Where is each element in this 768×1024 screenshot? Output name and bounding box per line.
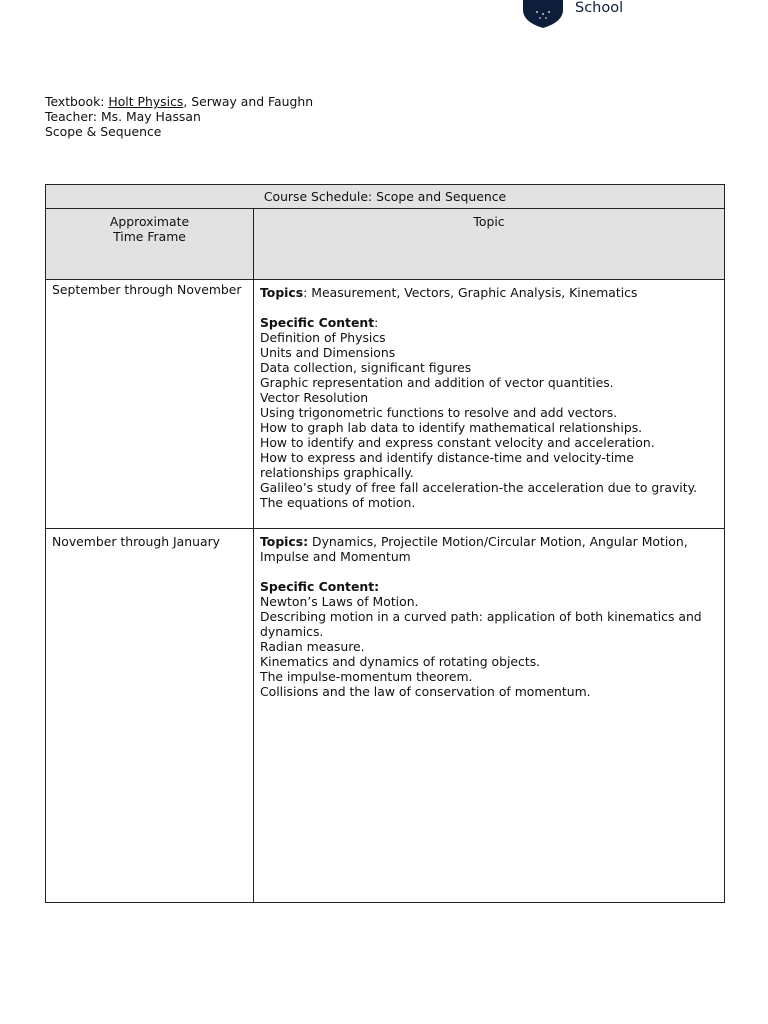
list-item: Definition of Physics <box>260 330 386 345</box>
list-item: How to identify and express constant velocity and acceleration. <box>260 435 655 450</box>
time-frame-header-line-1: Approximate <box>109 214 190 229</box>
list-item: The equations of motion. <box>260 495 416 510</box>
course-schedule-table <box>45 184 725 903</box>
topics-label: Topics: <box>260 534 309 549</box>
topic-cell <box>254 529 725 903</box>
list-item: Newton’s Laws of Motion. <box>260 594 419 609</box>
logo-wordmark <box>575 0 668 16</box>
time-frame-cell: September through November <box>46 280 254 529</box>
topics-label: Topics <box>260 285 304 300</box>
topics-text: Dynamics, Projectile Motion/Circular Motion, Angular Motion, <box>308 534 688 549</box>
teacher-line: Teacher: Ms. May Hassan <box>45 109 201 124</box>
logo-line-2: School <box>575 0 624 16</box>
shield-crest-icon <box>520 0 566 28</box>
textbook-title: Holt Physics <box>108 94 184 109</box>
list-item: How to graph lab data to identify mathematical relationships. <box>260 420 643 435</box>
list-item: Kinematics and dynamics of rotating objects. <box>260 654 541 669</box>
topics-line-continued: Impulse and Momentum <box>260 549 411 564</box>
list-item: The impulse-momentum theorem. <box>260 669 473 684</box>
document-header <box>45 94 313 139</box>
specific-content-heading: Specific Content: <box>260 315 379 330</box>
list-item: Data collection, significant figures <box>260 360 472 375</box>
list-item: Units and Dimensions <box>260 345 396 360</box>
list-item: Using trigonometric functions to resolve and add vectors. <box>260 405 618 420</box>
list-item: Vector Resolution <box>260 390 369 405</box>
topics-line <box>260 534 718 549</box>
list-item: How to express and identify distance-time and velocity-time <box>260 450 634 465</box>
column-header-topic: Topic <box>254 209 725 280</box>
list-item: Describing motion in a curved path: application of both kinematics and <box>260 609 702 624</box>
topics-line: Topics: Measurement, Vectors, Graphic Analysis, Kinematics <box>260 285 638 300</box>
list-item: Graphic representation and addition of vector quantities. <box>260 375 614 390</box>
list-item: dynamics. <box>260 624 324 639</box>
textbook-line <box>45 94 313 109</box>
list-item: Radian measure. <box>260 639 365 654</box>
column-header-time-frame <box>46 209 254 280</box>
list-item: Collisions and the law of conservation of momentum. <box>260 684 591 699</box>
list-item: relationships graphically. <box>260 465 414 480</box>
topic-cell <box>254 280 725 529</box>
table-title: Course Schedule: Scope and Sequence <box>46 185 725 209</box>
textbook-label: Textbook: <box>45 94 109 109</box>
list-item: Galileo’s study of free fall acceleration-the acceleration due to gravity. <box>260 480 698 495</box>
document-type: Scope & Sequence <box>45 124 162 139</box>
time-frame-cell: November through January <box>46 529 254 903</box>
topics-text: Measurement, Vectors, Graphic Analysis, Kinematics <box>307 285 638 300</box>
school-logo <box>520 0 624 28</box>
time-frame-header-line-2: Time Frame <box>113 229 186 244</box>
textbook-authors: , Serway and Faughn <box>183 94 314 109</box>
specific-content-heading: Specific Content: <box>260 579 380 594</box>
table-row <box>46 529 725 903</box>
table-row <box>46 280 725 529</box>
